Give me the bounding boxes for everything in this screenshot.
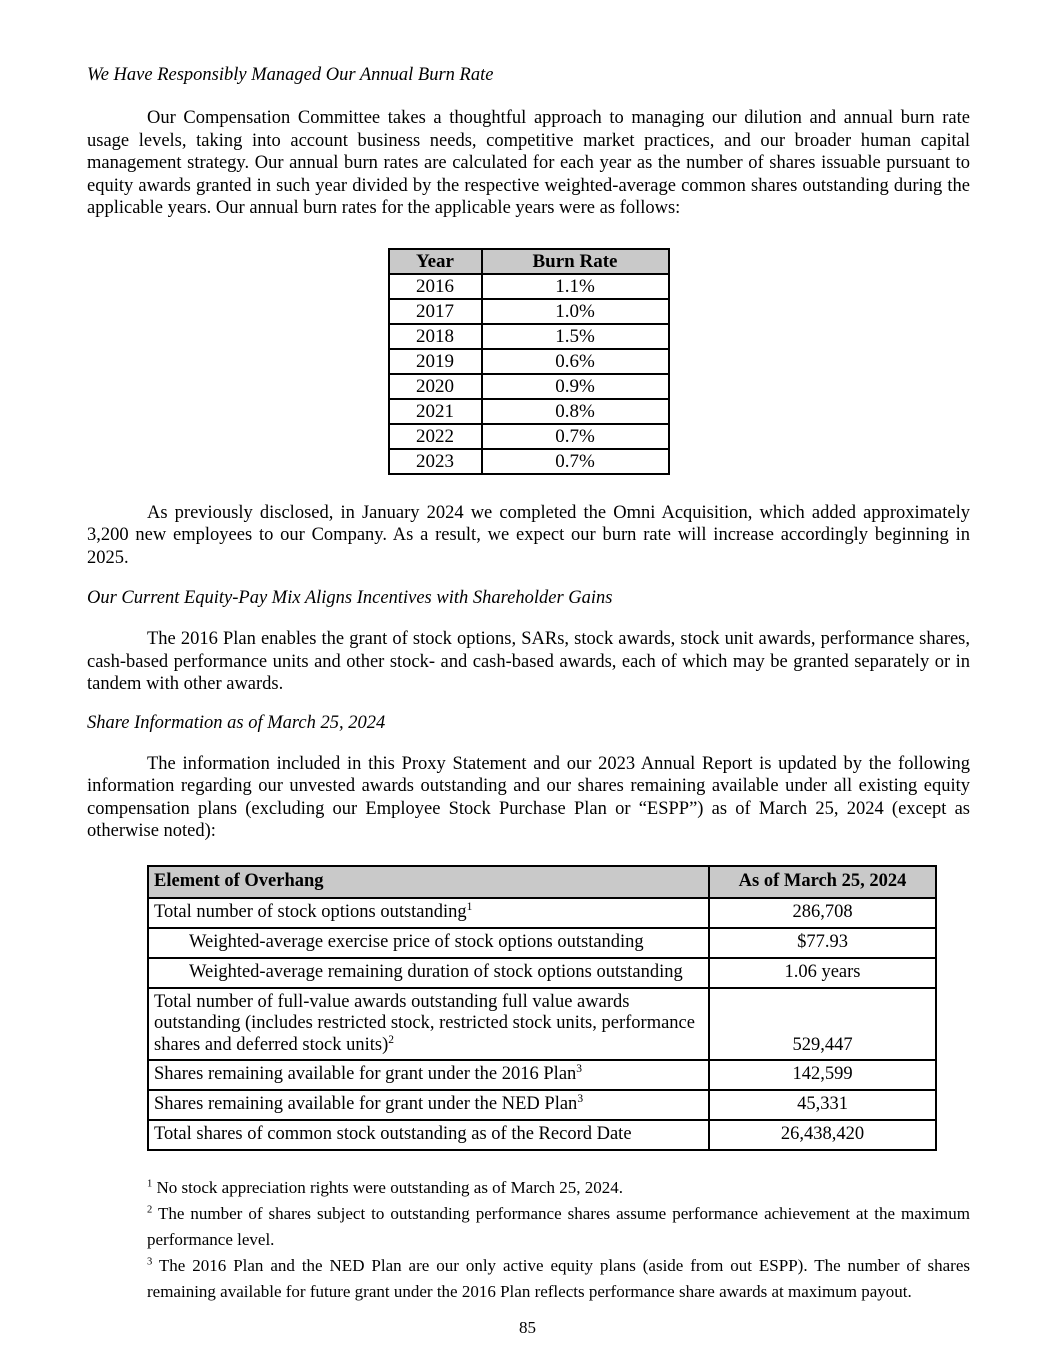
burn-rate-cell: 0.9%: [482, 374, 669, 399]
footnote-ref: 3: [577, 1093, 584, 1106]
overhang-value: 529,447: [709, 988, 936, 1061]
footnote-ref: 3: [576, 1063, 583, 1076]
overhang-table: [147, 865, 937, 1152]
burn-rate-cell: 0.8%: [482, 399, 669, 424]
overhang-label-text: Total shares of common stock outstanding as of the Record Date: [154, 1124, 632, 1145]
table-row: [389, 274, 669, 299]
overhang-label: [148, 1090, 709, 1120]
overhang-label: [148, 958, 709, 988]
footnote-ref: 2: [388, 1033, 394, 1046]
overhang-value: 142,599: [709, 1060, 936, 1090]
year-cell: 2021: [389, 399, 482, 424]
section-heading-equity-mix: Our Current Equity-Pay Mix Aligns Incentives with Shareholder Gains: [87, 588, 613, 608]
table-row: [148, 898, 936, 928]
burn-rate-cell: 0.6%: [482, 349, 669, 374]
table-row: [389, 399, 669, 424]
footnote-text: The 2016 Plan and the NED Plan are our only active equity plans (aside from out ESPP). The number of shares remaining available for future grant under the 2016 Plan reflects performance share awards at maximum payout.: [147, 1256, 970, 1301]
footnote-marker: 3: [147, 1256, 153, 1268]
footnote-ref: 1: [466, 900, 473, 913]
overhang-table-header-row: [148, 866, 936, 898]
overhang-label-text: Shares remaining available for grant under the 2016 Plan: [154, 1064, 577, 1085]
overhang-label-text: Weighted-average exercise price of stock options outstanding: [189, 931, 644, 952]
overhang-value: 286,708: [709, 898, 936, 928]
page-number: 85: [519, 1318, 536, 1337]
table-row: [389, 324, 669, 349]
table-row: [389, 424, 669, 449]
overhang-value: 45,331: [709, 1090, 936, 1120]
year-cell: 2022: [389, 424, 482, 449]
footnote-text: The number of shares subject to outstanding performance shares assume performance achievement at the maximum performance level.: [147, 1204, 970, 1249]
footnote-text: No stock appreciation rights were outstanding as of March 25, 2024.: [156, 1178, 623, 1197]
burn-rate-table: [388, 248, 670, 475]
paragraph-burn-rate: Our Compensation Committee takes a thoughtful approach to managing our dilution and annual burn rate usage levels, taking into account business needs, competitive market practices, and our broader human capital management strategy. Our annual burn rates are calculated for each year as the number of shares issuable pursuant to equity awards granted in such year divided by the respective weighted-average common shares outstanding during the applicable years. Our annual burn rates for the applicable years were as follows:: [87, 108, 970, 218]
year-cell: 2018: [389, 324, 482, 349]
table-row: [148, 988, 936, 1061]
footnote-marker: 2: [147, 1204, 153, 1216]
overhang-label-text: Weighted-average remaining duration of stock options outstanding: [189, 961, 683, 982]
table-row: [389, 349, 669, 374]
burn-rate-table-header-row: [389, 249, 669, 274]
overhang-header-element: Element of Overhang: [148, 866, 709, 898]
table-row: [148, 958, 936, 988]
footnotes-block: [147, 1175, 970, 1305]
burn-rate-cell: 1.5%: [482, 324, 669, 349]
section-heading-share-info: Share Information as of March 25, 2024: [87, 712, 386, 733]
section-heading-burn-rate: We Have Responsibly Managed Our Annual Burn Rate: [87, 65, 494, 85]
year-cell: 2023: [389, 449, 482, 474]
year-cell: 2020: [389, 374, 482, 399]
year-cell: 2016: [389, 274, 482, 299]
burn-rate-cell: 1.1%: [482, 274, 669, 299]
overhang-label: [148, 988, 709, 1061]
burn-rate-cell: 0.7%: [482, 424, 669, 449]
table-row: [389, 374, 669, 399]
table-row: [148, 1060, 936, 1090]
burn-rate-cell: 0.7%: [482, 449, 669, 474]
overhang-label-text: Shares remaining available for grant under the NED Plan: [154, 1094, 578, 1115]
overhang-label-text: Total number of full-value awards outstanding full value awards outstanding (includes restricted stock, restricted stock units, performance shares and deferred stock units): [154, 991, 695, 1055]
year-cell: 2017: [389, 299, 482, 324]
table-row: [389, 449, 669, 474]
footnote-marker: 1: [147, 1178, 153, 1190]
year-cell: 2019: [389, 349, 482, 374]
paragraph-omni-acquisition: As previously disclosed, in January 2024 we completed the Omni Acquisition, which added approximately 3,200 new employees to our Company. As a result, we expect our burn rate will increase accordingly beginning in 2025.: [87, 502, 970, 568]
paragraph-2016-plan: The 2016 Plan enables the grant of stock options, SARs, stock awards, stock unit awards, performance shares, cash-based performance units and other stock- and cash-based awards, each of which may be granted separately or in tandem with other awards.: [87, 629, 970, 694]
table-row: [148, 928, 936, 958]
overhang-label: [148, 898, 709, 928]
overhang-header-date: As of March 25, 2024: [709, 866, 936, 898]
overhang-label: [148, 1060, 709, 1090]
footnote-3: [147, 1253, 970, 1305]
overhang-value: $77.93: [709, 928, 936, 958]
overhang-label: [148, 1120, 709, 1150]
overhang-label: [148, 928, 709, 958]
burn-rate-cell: 1.0%: [482, 299, 669, 324]
burn-rate-header-year: Year: [389, 249, 482, 274]
burn-rate-header-rate: Burn Rate: [482, 249, 669, 274]
table-row: [148, 1120, 936, 1150]
table-row: [148, 1090, 936, 1120]
paragraph-share-info: The information included in this Proxy Statement and our 2023 Annual Report is updated by the following information regarding our unvested awards outstanding and our shares remaining available under all existing equity compensation plans (excluding our Employee Stock Purchase Plan or “ESPP”) as of March 25, 2024 (except as otherwise noted):: [87, 753, 970, 841]
overhang-value: 26,438,420: [709, 1120, 936, 1150]
table-row: [389, 299, 669, 324]
footnote-1: [147, 1175, 970, 1201]
footnote-2: [147, 1201, 970, 1253]
overhang-value: 1.06 years: [709, 958, 936, 988]
overhang-label-text: Total number of stock options outstanding: [154, 901, 467, 922]
